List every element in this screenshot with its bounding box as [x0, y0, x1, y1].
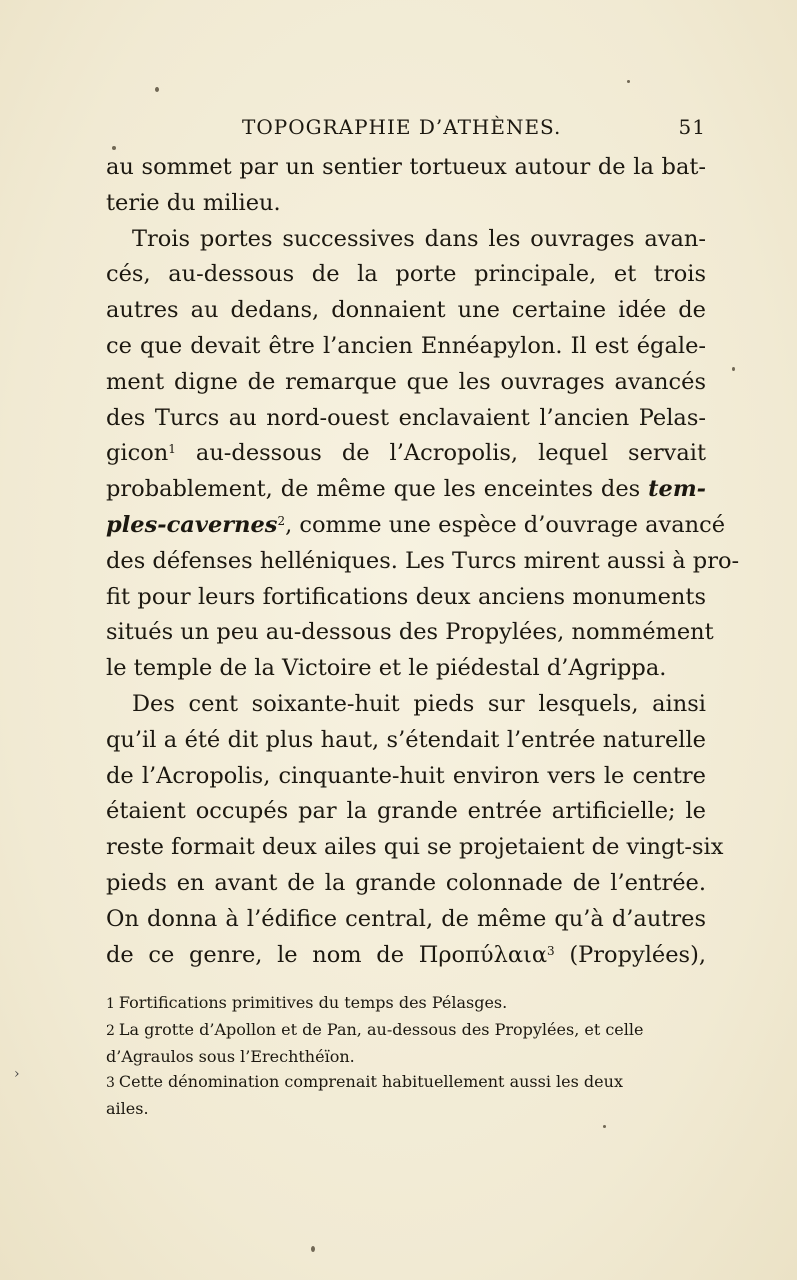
- text-fragment: de ce genre, le nom de: [106, 941, 405, 968]
- italic-text: ples-cavernes: [106, 511, 278, 538]
- text-line: Des cent soixante-huit pieds sur lesquels, ainsi: [132, 690, 706, 717]
- page-header: [106, 115, 706, 145]
- footnotes: [106, 990, 706, 1121]
- text-fragment: (Propylées),: [569, 941, 706, 968]
- note-reference: 2: [277, 513, 286, 528]
- italic-text: tem-: [648, 476, 706, 503]
- text-line: Trois portes successives dans les ouvrages avan-: [132, 225, 706, 252]
- text-line: [106, 436, 706, 472]
- ink-speck: [732, 367, 735, 371]
- footnote: [106, 1069, 706, 1096]
- footnote-continuation: [106, 1044, 706, 1069]
- ink-speck: [311, 1246, 315, 1252]
- ink-speck: [112, 146, 116, 150]
- footnote-number: 3: [106, 1075, 115, 1091]
- body-text: [106, 150, 740, 973]
- text-line: qu’il a été dit plus haut, s’étendait l’entrée naturelle: [106, 726, 706, 753]
- text-line: situés un peu au-dessous des Propylées, nommément: [106, 619, 714, 646]
- text-line: pieds en avant de la grande colonnade de l’entrée.: [106, 869, 706, 896]
- text-line: des Turcs au nord-ouest enclavaient l’ancien Pelas-: [106, 404, 706, 431]
- text-line: terie du milieu.: [106, 189, 281, 216]
- text-line: reste formait deux ailes qui se projetaient de vingt-six: [106, 834, 724, 861]
- footnote-number: 2: [106, 1023, 115, 1039]
- text-line: [106, 938, 706, 974]
- text-line: des défenses helléniques. Les Turcs mirent aussi à pro-: [106, 547, 740, 574]
- footnote-text: d’Agraulos sous l’Erechthéïon.: [106, 1047, 355, 1066]
- text-line: fit pour leurs fortifications deux anciens monuments: [106, 583, 706, 610]
- text-line: le temple de la Victoire et le piédestal d’Agrippa.: [106, 655, 667, 682]
- note-reference: 1: [168, 442, 176, 457]
- footnote-text: La grotte d’Apollon et de Pan, au-dessous des Propylées, et celle: [118, 1020, 644, 1039]
- footnote-text: Fortifications primitives du temps des Pélasges.: [118, 993, 508, 1012]
- note-reference: 3: [547, 943, 555, 958]
- text-fragment: , comme une espèce d’ouvrage avancé: [285, 511, 726, 538]
- text-line: On donna à l’édifice central, de même qu’à d’autres: [106, 905, 706, 932]
- margin-mark: ›: [14, 1066, 20, 1082]
- text-line: autres au dedans, donnaient une certaine idée de: [106, 297, 706, 324]
- text-fragment: probablement, de même que les enceintes des: [106, 476, 641, 503]
- text-line: ce que devait être l’ancien Ennéapylon. Il est égale-: [106, 332, 706, 359]
- footnote-text: ailes.: [106, 1099, 149, 1118]
- footnote-text: Cette dénomination comprenait habituellement aussi les deux: [118, 1072, 623, 1091]
- text-line: étaient occupés par la grande entrée artificielle; le: [106, 798, 706, 825]
- text-line: [106, 472, 706, 508]
- ink-speck: [603, 1125, 606, 1128]
- footnote: [106, 990, 706, 1017]
- footnote: [106, 1017, 706, 1044]
- footnote-number: 1: [106, 996, 115, 1012]
- ink-speck: [155, 87, 159, 92]
- text-fragment: gicon: [106, 440, 169, 467]
- ink-speck: [627, 80, 630, 83]
- footnote-continuation: [106, 1096, 706, 1121]
- text-line: au sommet par un sentier tortueux autour de la bat-: [106, 154, 706, 180]
- running-title: TOPOGRAPHIE D’ATHÈNES.: [242, 115, 562, 139]
- text-line: ment digne de remarque que les ouvrages avancés: [106, 368, 706, 395]
- page-number: 51: [678, 115, 706, 139]
- text-line: [106, 508, 726, 544]
- text-line: de l’Acropolis, cinquante-huit environ vers le centre: [106, 762, 706, 789]
- greek-word: Προπύλαια: [418, 941, 548, 968]
- text-fragment: au-dessous de l’Acropolis, lequel servait: [195, 440, 706, 467]
- text-line: cés, au-dessous de la porte principale, et trois: [106, 261, 706, 288]
